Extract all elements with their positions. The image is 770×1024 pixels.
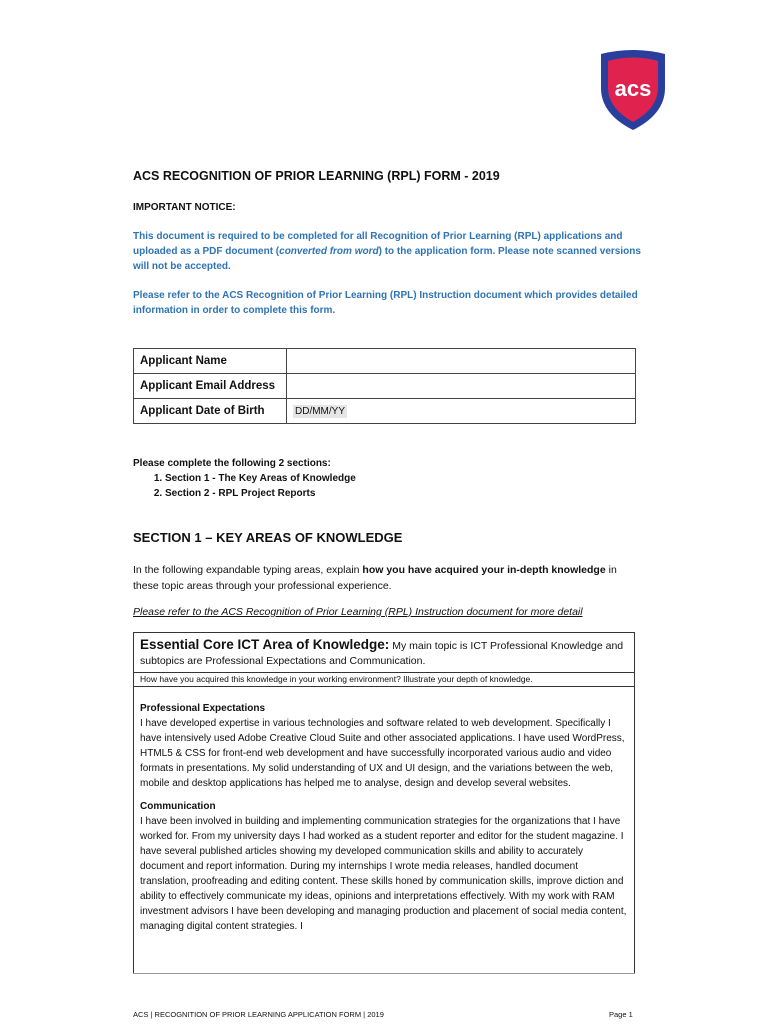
knowledge-box-question: How have you acquired this knowledge in your working environment? Illustrate your depth of knowledge. bbox=[134, 673, 634, 687]
knowledge-box bbox=[133, 632, 635, 974]
notice-paragraph-2: Please refer to the ACS Recognition of Prior Learning (RPL) Instruction document which provides detailed information in order to complete this form. bbox=[133, 290, 638, 316]
table-row bbox=[134, 374, 636, 399]
knowledge-answer-area[interactable] bbox=[134, 687, 634, 934]
footer-divider bbox=[133, 973, 635, 974]
instruction-reference: Please refer to the ACS Recognition of Prior Learning (RPL) Instruction document for more detail bbox=[133, 606, 583, 618]
footer-text: ACS | RECOGNITION OF PRIOR LEARNING APPLICATION FORM | 2019 bbox=[133, 1010, 384, 1019]
page-number: Page 1 bbox=[609, 1010, 633, 1019]
knowledge-box-topic: My main topic is ICT Professional Knowledge and subtopics are Professional Expectations and Communication. bbox=[140, 640, 624, 667]
applicant-table bbox=[133, 348, 636, 424]
applicant-name-field[interactable] bbox=[287, 349, 636, 374]
applicant-email-field[interactable] bbox=[287, 374, 636, 399]
applicant-name-label: Applicant Name bbox=[134, 349, 287, 374]
applicant-dob-field[interactable] bbox=[287, 399, 636, 424]
list-item: 2. Section 2 - RPL Project Reports bbox=[165, 486, 356, 501]
section1-heading: SECTION 1 – KEY AREAS OF KNOWLEDGE bbox=[133, 530, 403, 545]
list-item: 1. Section 1 - The Key Areas of Knowledge bbox=[165, 471, 356, 486]
sections-heading: Please complete the following 2 sections: bbox=[133, 458, 331, 469]
section1-intro: In the following expandable typing areas, explain how you have acquired your in-depth knowledge in these topic areas through your professional experience. bbox=[133, 564, 617, 592]
notice-label: IMPORTANT NOTICE: bbox=[133, 202, 236, 213]
applicant-dob-label: Applicant Date of Birth bbox=[134, 399, 287, 424]
subtopic-text: I have developed expertise in various technologies and software related to web development. Specifically I have intensively used Adobe Creative Cloud Suite and other associated applications. I have used WordPress, HTML5 & CSS for front-end web development and have successfully incorporated various audio and video formats in presentations. My solid understanding of UX and UI design, and the variations between the web, mobile and desktop applications has helped me to analyse, design and develop several websites. bbox=[140, 718, 625, 789]
form-title: ACS RECOGNITION OF PRIOR LEARNING (RPL) FORM - 2019 bbox=[133, 169, 500, 183]
table-row bbox=[134, 399, 636, 424]
table-row bbox=[134, 349, 636, 374]
notice-paragraph-1: This document is required to be completed for all Recognition of Prior Learning (RPL) applications and uploaded as a PDF document (converted from word) to the application form. Please note scanned versions will not be accepted. bbox=[133, 231, 641, 272]
sections-instructions bbox=[133, 456, 356, 501]
knowledge-box-header bbox=[134, 633, 634, 673]
acs-logo bbox=[597, 50, 669, 132]
knowledge-box-title: Essential Core ICT Area of Knowledge: bbox=[140, 637, 390, 652]
svg-text:acs: acs bbox=[614, 76, 652, 101]
sections-list bbox=[133, 471, 356, 501]
dob-placeholder[interactable]: DD/MM/YY bbox=[295, 406, 345, 417]
subtopic-title: Communication bbox=[140, 801, 216, 812]
applicant-email-label: Applicant Email Address bbox=[134, 374, 287, 399]
subtopic-title: Professional Expectations bbox=[140, 703, 266, 714]
subtopic-text: I have been involved in building and implementing communication strategies for the organizations that I have worked for. From my university days I had worked as a student reporter and editor for the student magazine. I have several published articles showing my developed communication skills and ability to accurately document and report information. During my internships I wrote media releases, handled document translation, proofreading and editing content. These skills honed by communication skills, improve diction and ability to effectively communicate my ideas, opinions and interpretations effectively. With my work with RAM investment advisors I have been developing and managing production and placement of social media content, managing digital content strategies. I bbox=[140, 816, 627, 932]
